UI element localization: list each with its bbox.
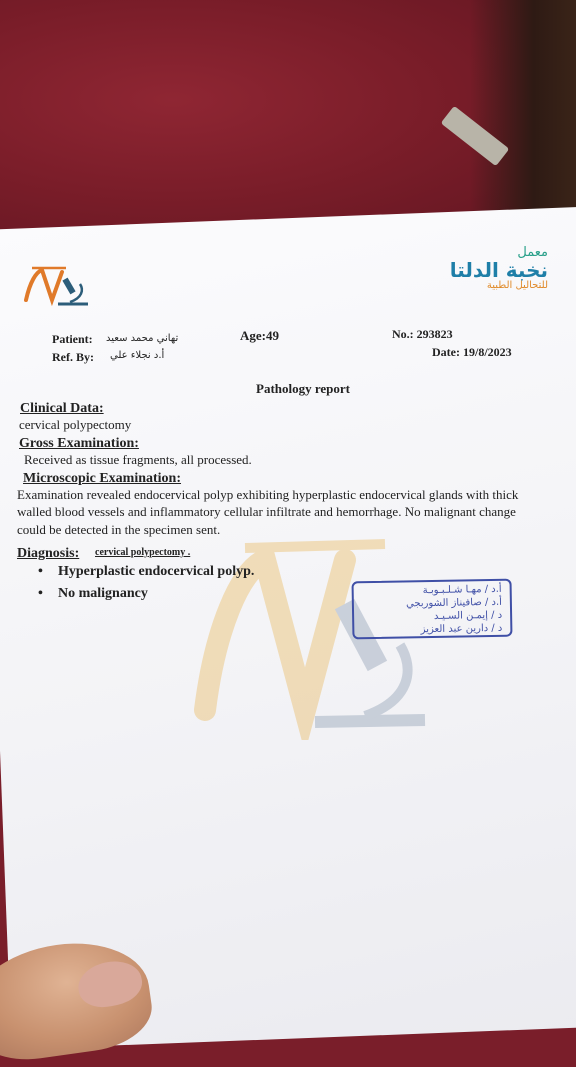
gross-heading: Gross Examination: [19, 436, 139, 451]
background-shadow [470, 0, 576, 230]
microscopic-heading: Microscopic Examination: [23, 471, 182, 486]
stamp-line: أ.د / صافيناز الشوربجي [405, 596, 502, 610]
diagnosis-item: • No malignancy [38, 586, 254, 608]
lab-name-line2: نخبة الدلتا [449, 258, 548, 282]
doctors-stamp [352, 579, 513, 640]
microscopic-line-1: Examination revealed endocervical polyp exhibiting hyperplastic endocervical glands with thick [17, 487, 519, 502]
clinical-heading: Clinical Data: [20, 401, 104, 416]
age-field: Age:49 [240, 328, 279, 343]
lab-name-line3: للتحاليل الطبية [486, 280, 548, 291]
patient-name: تهاني محمد سعيد [106, 333, 179, 344]
lab-name-line1: معمل [517, 245, 548, 260]
stamp-line: د / إيمـن السـيـد [433, 609, 503, 622]
ref-label: Ref. By: [52, 350, 94, 364]
report-number: No.: 293823 [392, 327, 453, 341]
lab-logo-icon [22, 262, 94, 310]
diagnosis-subheading: cervical polypectomy . [95, 547, 191, 558]
stamp-line: د / دارين عبد العزيز [420, 622, 503, 636]
diagnosis-item: • Hyperplastic endocervical polyp. [38, 564, 254, 586]
report-date: Date: 19/8/2023 [432, 345, 512, 359]
diagnosis-heading: Diagnosis: [17, 546, 80, 561]
patient-label: Patient: [52, 332, 93, 346]
ref-name: أ.د نجلاء علي [110, 350, 165, 361]
stamp-line: أ.د / مهـا شـلـبـوبـة [422, 583, 502, 597]
clinical-text: cervical polypectomy [19, 417, 132, 432]
diagnosis-list [38, 564, 254, 608]
microscopic-line-2: walled blood vessels and inflammatory cellular infiltrate and hemorrhage. No malignant change [17, 504, 516, 519]
gross-text: Received as tissue fragments, all processed. [24, 452, 252, 467]
report-title: Pathology report [256, 381, 350, 396]
lab-name-logo [436, 245, 548, 301]
microscopic-line-3: could be detected in the specimen sent. [17, 522, 221, 537]
